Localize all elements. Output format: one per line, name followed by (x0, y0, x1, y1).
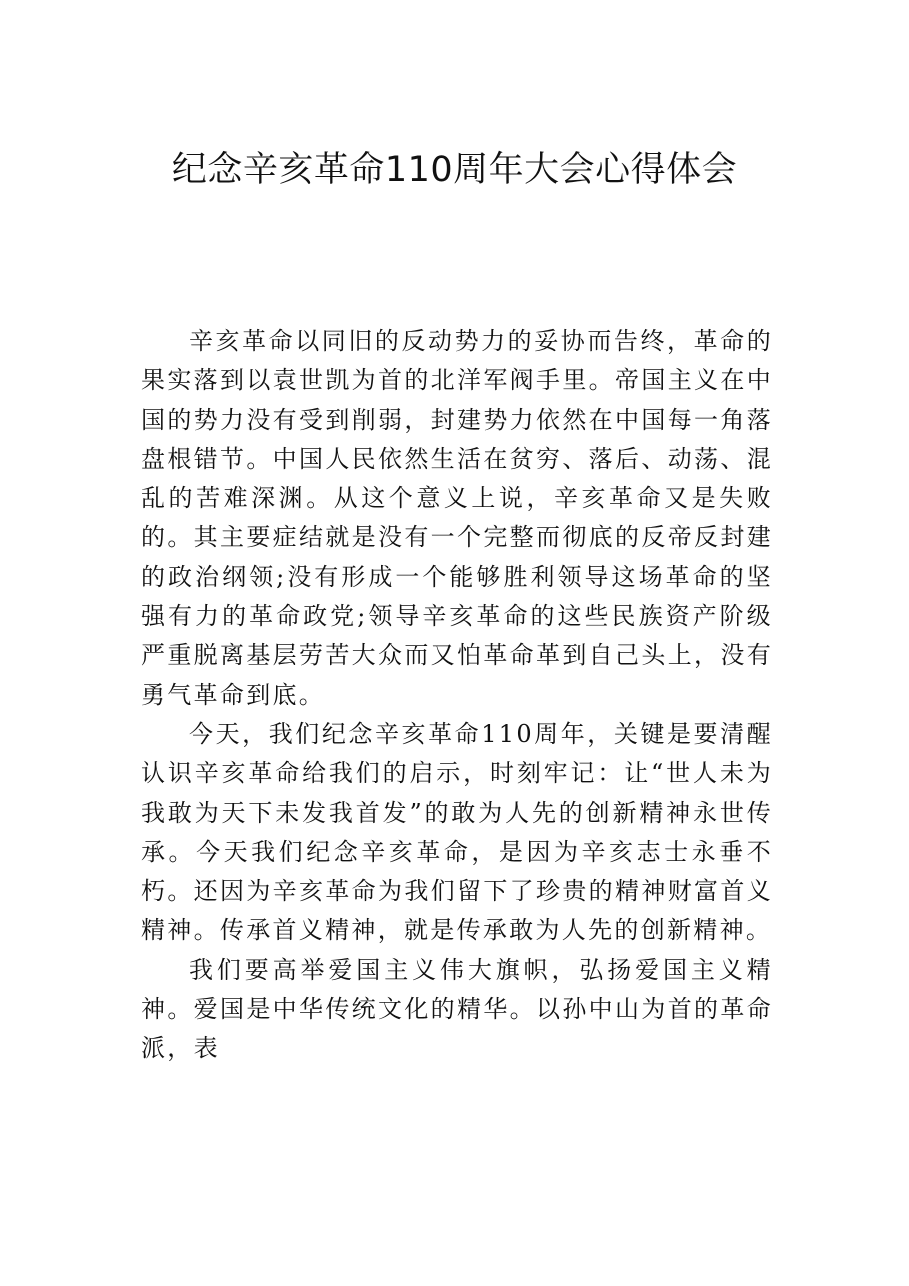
paragraph-3: 我们要高举爱国主义伟大旗帜，弘扬爱国主义精神。爱国是中华传统文化的精华。以孙中山为首的革命派，表 (141, 955, 773, 1063)
document-title: 纪念辛亥革命110周年大会心得体会 (171, 150, 738, 190)
document-body (141, 322, 773, 1069)
paragraph-1: 辛亥革命以同旧的反动势力的妥协而告终，革命的果实落到以袁世凯为首的北洋军阀手里。帝国主义在中国的势力没有受到削弱，封建势力依然在中国每一角落盘根错节。中国人民依然生活在贫穷、落后、动荡、混乱的苦难深渊。从这个意义上说，辛亥革命又是失败的。其主要症结就是没有一个完整而彻底的反帝反封建的政治纲领;没有形成一个能够胜利领导这场革命的坚强有力的革命政党;领导辛亥革命的这些民族资产阶级严重脱离基层劳苦大众而又怕革命革到自己头上，没有勇气革命到底。 (141, 327, 773, 709)
paragraph-2: 今天，我们纪念辛亥革命110周年，关键是要清醒认识辛亥革命给我们的启示，时刻牢记：让“世人未为我敢为天下未发我首发”的敢为人先的创新精神永世传承。今天我们纪念辛亥革命，是因为辛亥志士永垂不朽。还因为辛亥革命为我们留下了珍贵的精神财富首义精神。传承首义精神，就是传承敢为人先的创新精神。 (141, 719, 773, 945)
